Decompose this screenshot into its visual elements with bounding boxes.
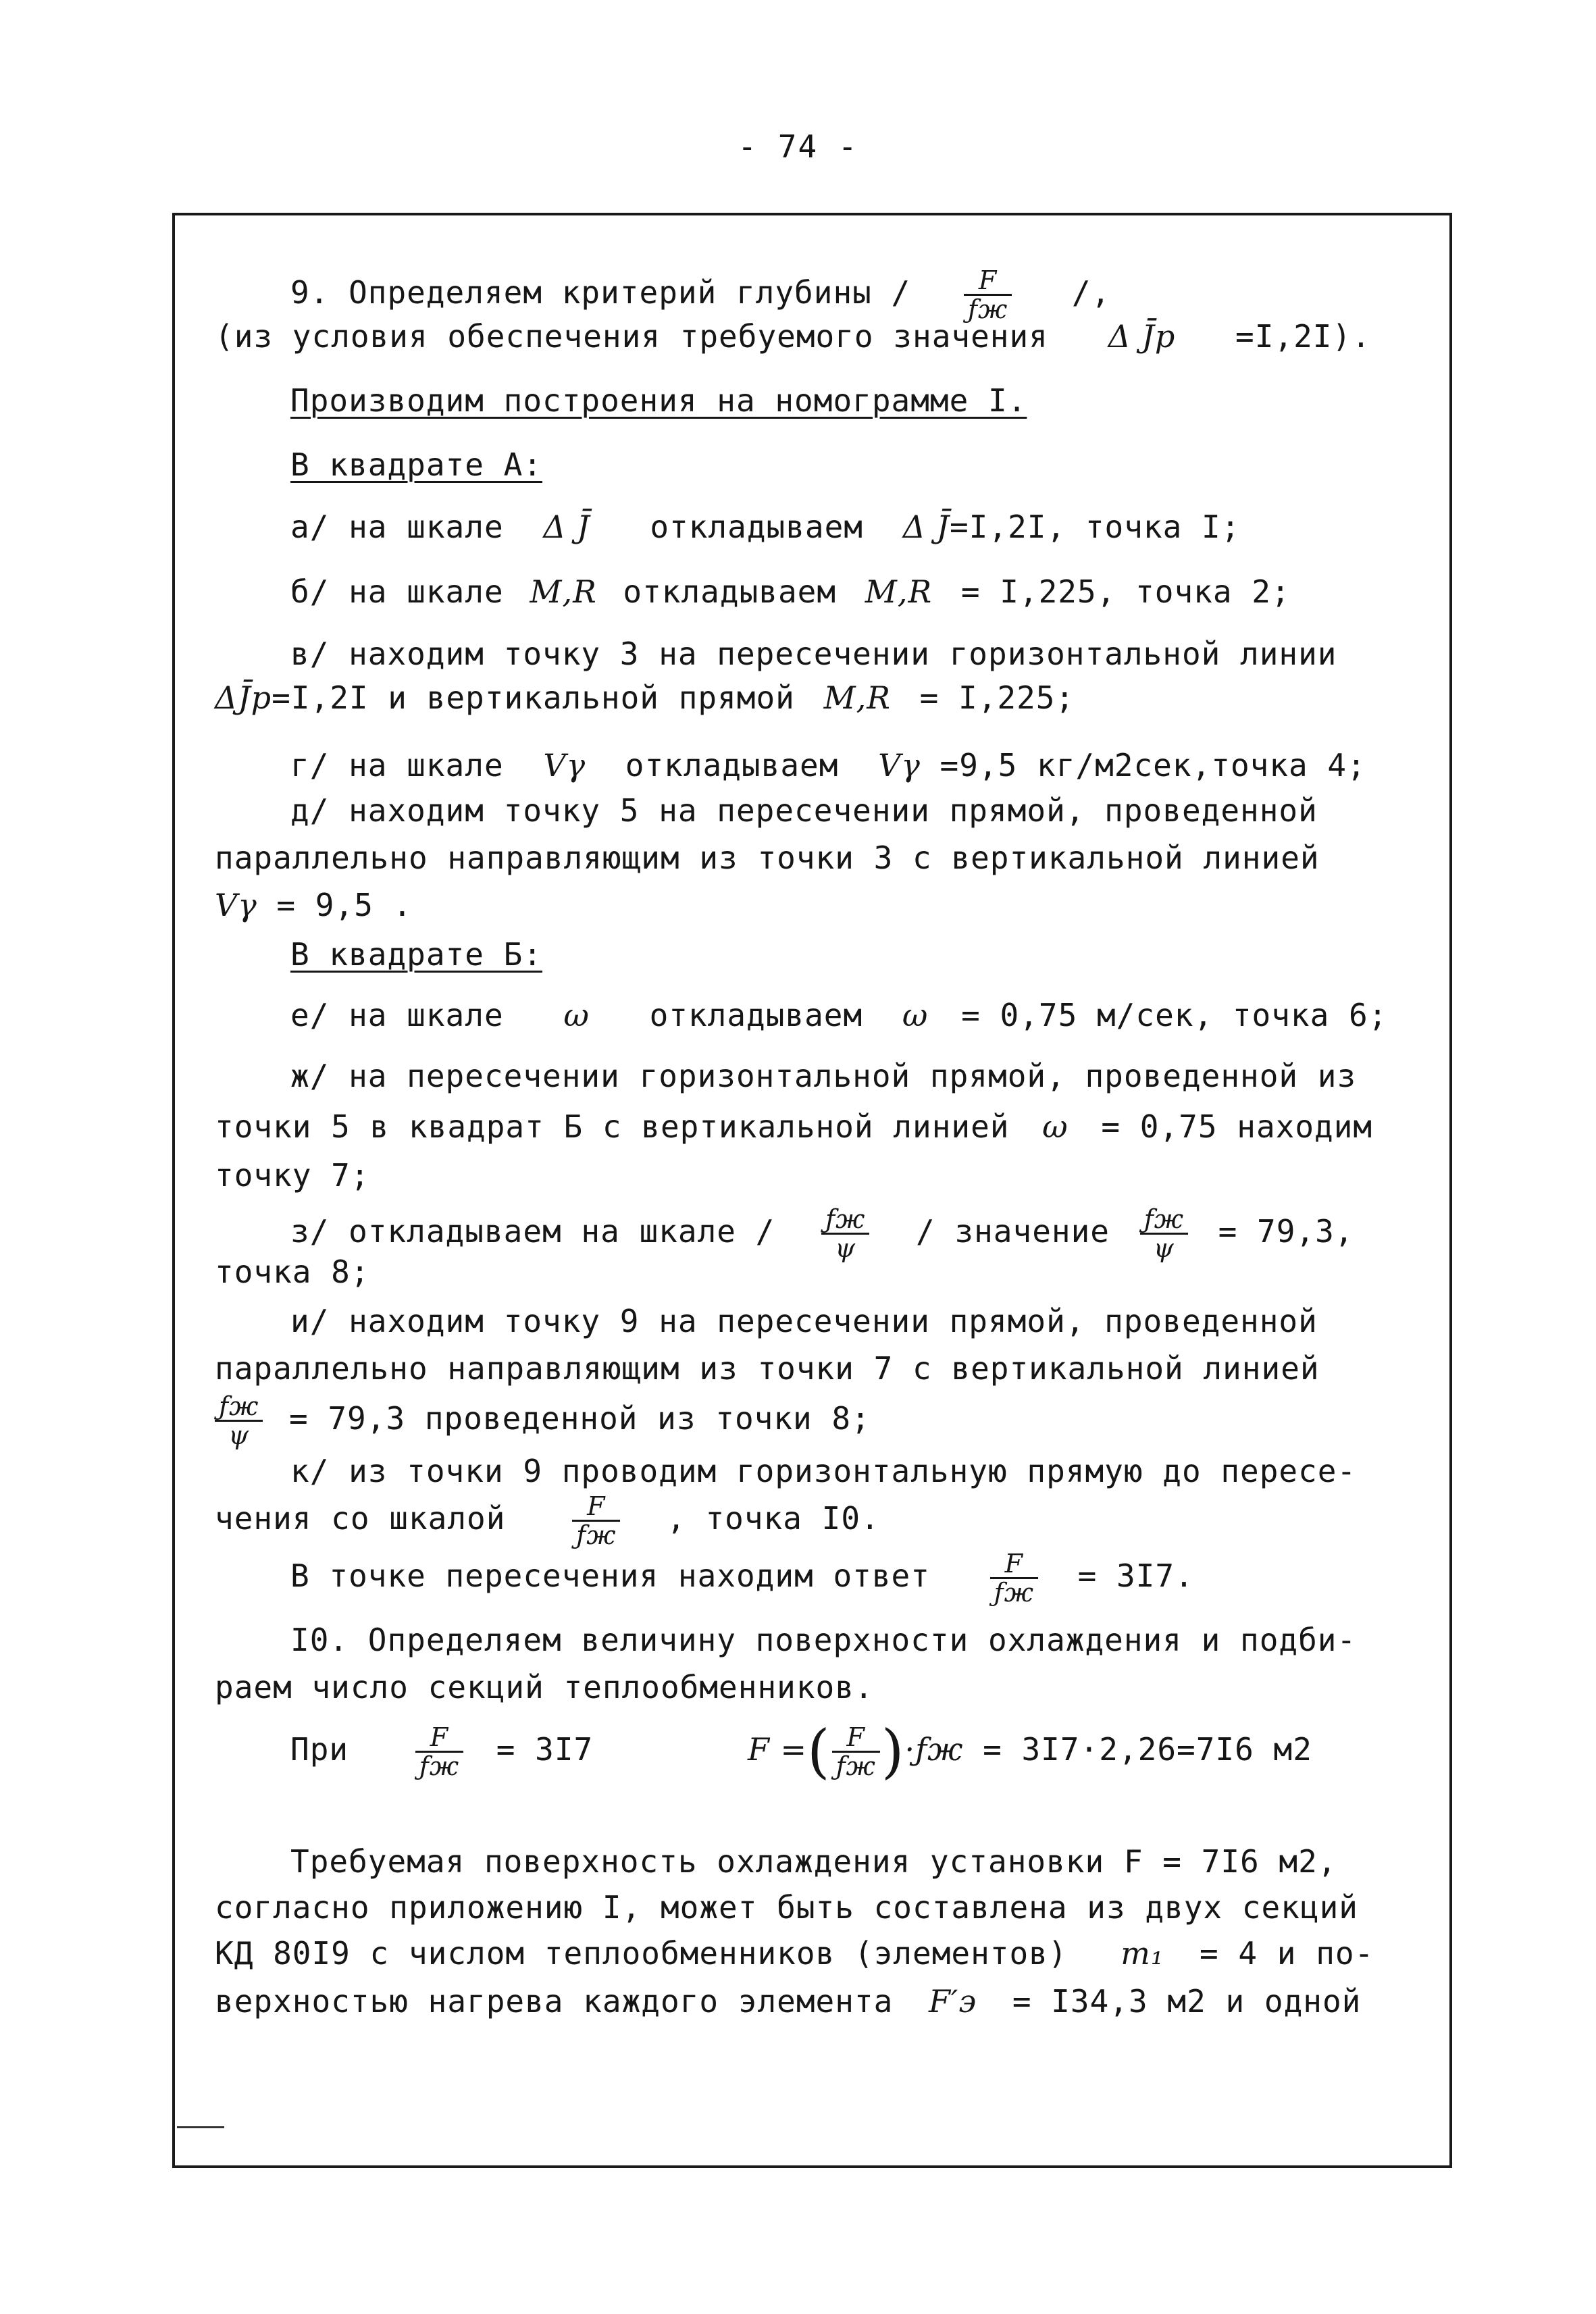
- step-d-value: = 9,5 .: [276, 887, 413, 923]
- conclusion-line2: согласно приложению I, может быть составлена из двух секций: [215, 1889, 1358, 1926]
- step-d-line1: д/ находим точку 5 на пересечении прямой, проведенной: [290, 792, 1318, 829]
- page-number: - 74 -: [738, 128, 858, 165]
- fzh-symbol: ƒж: [915, 1731, 964, 1768]
- step-i-line3: [215, 1386, 871, 1451]
- step-a-value: =I,2I, точка I;: [949, 509, 1241, 545]
- step-a-verb: откладываем: [650, 509, 863, 545]
- F-symbol: F =: [747, 1731, 808, 1768]
- step-zh-value: = 0,75 находим: [1101, 1108, 1373, 1145]
- step-i-line1: и/ находим точку 9 на пересечении прямой, проведенной: [290, 1303, 1318, 1339]
- omega-symbol: ω: [902, 997, 929, 1033]
- fraction-denominator: ψ: [1153, 1233, 1175, 1263]
- item9-end: /,: [1071, 274, 1111, 311]
- step-g-verb: откладываем: [625, 747, 839, 783]
- eq2-value: = 3I7·2,26=7I6 м2: [983, 1731, 1312, 1768]
- omega-symbol: ω: [1042, 1108, 1069, 1145]
- step-a-text: а/ на шкале: [290, 509, 504, 545]
- mr-symbol: M,R: [823, 679, 891, 716]
- step-zh-line2: [215, 1108, 1372, 1146]
- step-i-line2: параллельно направляющим из точки 7 с вертикальной линией: [215, 1350, 1320, 1387]
- step-zh-line1: ж/ на пересечении горизонтальной прямой, проведенной из: [290, 1058, 1357, 1094]
- mr-symbol: M,R: [865, 573, 933, 610]
- delta-j-symbol: Δ J̄: [543, 509, 590, 545]
- delta-j-symbol: Δ J̄р: [1108, 318, 1176, 355]
- step-z-text: з/ откладываем на шкале /: [290, 1213, 775, 1250]
- v-gamma-symbol: Vγ: [878, 747, 921, 783]
- nomogram-title: Производим построения на номограмме I.: [290, 382, 1027, 419]
- step-e-value: = 0,75 м/сек, точка 6;: [961, 997, 1388, 1033]
- fzh-psi-fraction: [821, 1206, 869, 1262]
- step-d-line2: параллельно направляющим из точки 3 с вертикальной линией: [215, 840, 1320, 876]
- mr-symbol: M,R: [530, 573, 597, 610]
- fraction-denominator: ƒж: [994, 1578, 1034, 1608]
- step-zh-text: точки 5 в квадрат Б с вертикальной линией: [215, 1108, 1010, 1145]
- f-e-prime-symbol: F′э: [929, 1983, 977, 2020]
- square-b-heading: В квадрате Б:: [290, 936, 543, 973]
- step-v-line2: [215, 679, 1075, 717]
- item10-line1: I0. Определяем величину поверхности охлаждения и подби-: [290, 1622, 1357, 1658]
- step-z-text2: / значение: [916, 1213, 1110, 1250]
- fraction-denominator: ƒж: [967, 294, 1008, 324]
- f-fzh-fraction: [990, 1550, 1038, 1606]
- step-b-value: = I,225, точка 2;: [960, 573, 1291, 610]
- step-b: [290, 573, 1291, 611]
- step-z-line2: точка 8;: [215, 1254, 370, 1290]
- item9-line2-text: (из условия обеспечения требуемого значения: [215, 318, 1048, 355]
- conclusion-line3: [215, 1934, 1374, 1972]
- step-k-line2: [215, 1486, 880, 1551]
- item10-line2: раем число секций теплообменников.: [215, 1669, 874, 1705]
- conclusion-line1: Требуемая поверхность охлаждения установки F = 7I6 м2,: [290, 1843, 1337, 1880]
- step-g-text: г/ на шкале: [290, 747, 504, 783]
- step-e-text: е/ на шкале: [290, 997, 504, 1033]
- fraction-denominator: ψ: [835, 1233, 856, 1263]
- delta-jp-symbol: ΔJ̄р: [215, 679, 272, 716]
- step-b-verb: откладываем: [623, 573, 837, 610]
- step-g-value: =9,5 кг/м2сек,точка 4;: [939, 747, 1366, 783]
- answer-text: В точке пересечения находим ответ: [290, 1558, 930, 1594]
- step-z-line1: [290, 1199, 1354, 1264]
- m1-symbol: m₁: [1121, 1935, 1164, 1972]
- conclusion-line3-text: КД 80I9 с числом теплообменников (элементов): [215, 1935, 1068, 1972]
- step-e: [290, 996, 1387, 1034]
- scan-mark: [177, 2126, 224, 2128]
- item9-text: 9. Определяем критерий глубины /: [290, 274, 911, 311]
- pri-text: При: [290, 1731, 349, 1768]
- step-b-text: б/ на шкале: [290, 573, 504, 610]
- item9-line1: [290, 267, 1110, 323]
- step-k-line1: к/ из точки 9 проводим горизонтальную прямую до пересе-: [290, 1453, 1357, 1489]
- depth-criterion-fraction: [964, 267, 1012, 323]
- item9-line2-value: =I,2I).: [1235, 318, 1371, 355]
- step-v-text: =I,2I и вертикальной прямой: [272, 679, 795, 716]
- answer-line: [290, 1543, 1194, 1608]
- step-z-value: = 79,3,: [1218, 1213, 1354, 1250]
- item10-formula: [290, 1712, 1312, 1789]
- fzh-psi-fraction: [1140, 1206, 1188, 1262]
- step-k-text: чения со шкалой: [215, 1500, 506, 1537]
- fraction-numerator: ƒж: [821, 1206, 869, 1235]
- right-paren: ): [881, 1718, 905, 1786]
- fraction-denominator: ƒж: [576, 1520, 617, 1550]
- step-i-value: = 79,3 проведенной из точки 8;: [288, 1400, 871, 1437]
- step-d-line3: [215, 886, 412, 924]
- conclusion-line3-value: = 4 и по-: [1200, 1935, 1374, 1972]
- fraction-denominator: ƒж: [419, 1751, 460, 1781]
- omega-symbol: ω: [563, 997, 590, 1033]
- fraction-denominator: ψ: [228, 1420, 250, 1450]
- times-fzh: ·: [904, 1731, 916, 1768]
- step-v-value: = I,225;: [919, 679, 1075, 716]
- square-a-heading: В квадрате А:: [290, 446, 543, 483]
- fraction-denominator: ƒж: [835, 1751, 876, 1781]
- fzh-psi-fraction: [215, 1393, 263, 1449]
- delta-j-symbol: Δ J̄: [902, 509, 950, 545]
- fraction-numerator: ƒж: [1140, 1206, 1188, 1235]
- step-zh-line3: точку 7;: [215, 1157, 370, 1193]
- fraction-numerator: F: [572, 1493, 620, 1522]
- left-paren: (: [807, 1718, 831, 1786]
- step-a: [290, 508, 1240, 546]
- fraction-numerator: F: [832, 1724, 880, 1753]
- conclusion-line4: [215, 1982, 1361, 2020]
- f-fzh-fraction: [832, 1724, 880, 1780]
- eq1-value: = 3I7: [496, 1731, 594, 1768]
- step-k-value: , точка I0.: [667, 1500, 880, 1537]
- fraction-numerator: F: [990, 1550, 1038, 1579]
- v-gamma-symbol: Vγ: [543, 747, 586, 783]
- fraction-numerator: F: [964, 267, 1012, 296]
- step-v-line1: в/ находим точку 3 на пересечении горизонтальной линии: [290, 636, 1337, 672]
- v-gamma-symbol: Vγ: [215, 887, 257, 923]
- fraction-numerator: ƒж: [215, 1393, 263, 1422]
- conclusion-line4-text: верхностью нагрева каждого элемента: [215, 1983, 894, 2020]
- answer-value: = 3I7.: [1077, 1558, 1194, 1594]
- step-g: [290, 746, 1366, 784]
- f-fzh-fraction: [572, 1493, 620, 1549]
- item9-line2: [215, 317, 1371, 355]
- fraction-numerator: F: [415, 1724, 463, 1753]
- f-fzh-fraction: [415, 1724, 463, 1780]
- conclusion-line4-value: = I34,3 м2 и одной: [1012, 1983, 1362, 2020]
- step-e-verb: откладываем: [649, 997, 863, 1033]
